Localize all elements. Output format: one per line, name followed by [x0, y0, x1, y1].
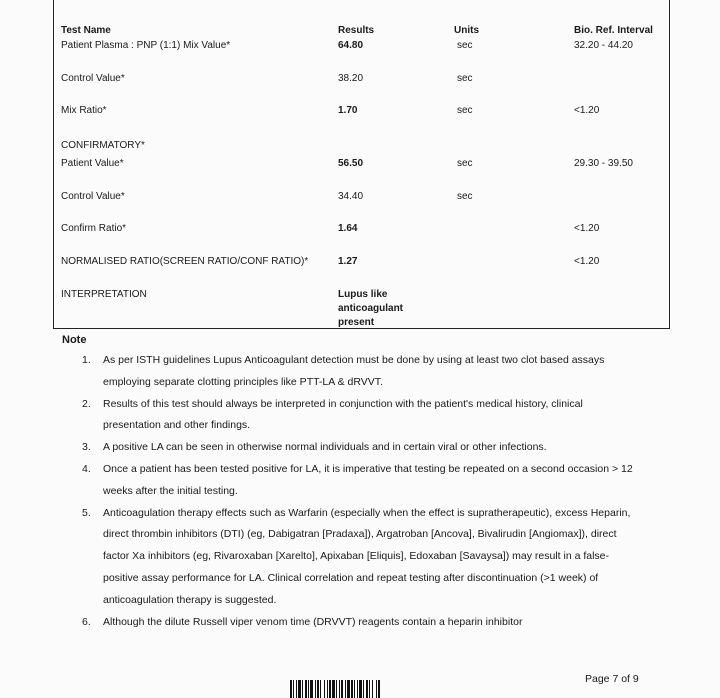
notes-list	[82, 350, 642, 633]
note-text: Although the dilute Russell viper venom time (DRVVT) reagents contain a heparin inhibitor	[103, 615, 523, 628]
row-test-name: Control Value*	[61, 73, 125, 84]
note-text: As per ISTH guidelines Lupus Anticoagulant detection must be done by using at least two clot based assays employing separate clotting principles like PTT-LA & dRVVT.	[103, 354, 605, 388]
section-confirmatory: CONFIRMATORY*	[61, 140, 145, 151]
header-units: Units	[454, 25, 479, 36]
row-test-name: Control Value*	[61, 191, 125, 202]
table-left-border	[53, 0, 54, 329]
note-number: 1.	[82, 354, 91, 366]
row-unit: sec	[457, 191, 473, 202]
row-unit: sec	[457, 73, 473, 84]
list-item	[82, 459, 642, 503]
note-number: 3.	[82, 441, 91, 454]
row-result: 1.70	[338, 105, 358, 116]
row-unit: sec	[457, 40, 473, 51]
page-number: Page 7 of 9	[585, 673, 639, 685]
note-text: A positive LA can be seen in otherwise normal individuals and in certain viral or other infections.	[103, 441, 547, 454]
list-item	[82, 394, 642, 438]
row-test-name: NORMALISED RATIO(SCREEN RATIO/CONF RATIO)*	[61, 256, 309, 267]
row-unit: sec	[457, 105, 473, 116]
note-title: Note	[62, 334, 87, 346]
note-number: 4.	[82, 462, 91, 475]
row-ref: <1.20	[574, 105, 600, 116]
row-result: 38.20	[338, 73, 364, 84]
row-ref: <1.20	[574, 223, 600, 234]
row-ref: <1.20	[574, 256, 600, 267]
row-ref: 32.20 - 44.20	[574, 40, 633, 51]
header-ref-interval: Bio. Ref. Interval	[574, 25, 653, 36]
row-result: 34.40	[338, 191, 364, 202]
note-text: Anticoagulation therapy effects such as Warfarin (especially when the effect is supratherapeutic), excess Heparin, direct thrombin inhibitors (DTI) (eg, Dabigatran [Pradaxa]), Argatroban [Ancova], Bivalirudin [Angiomax]), direct factor Xa inhibitors (eg, Rivaroxaban [Xarelto], Apixaban [Eliquis], Edoxaban [Savaysa]) may result in a false-positive assay performance for LA. Clinical correlation and repeat testing after discontinuation (>1 week) of anticoagulation therapy is suggested.	[103, 506, 631, 606]
row-result: 1.27	[338, 256, 358, 267]
row-result: 1.64	[338, 223, 358, 234]
note-text: Once a patient has been tested positive for LA, it is imperative that testing be repeated on a second occasion > 12 weeks after the initial testing.	[103, 462, 633, 497]
note-number: 6.	[82, 615, 91, 628]
note-number: 2.	[82, 397, 91, 410]
row-test-name: Patient Value*	[61, 158, 124, 169]
header-results: Results	[338, 25, 375, 36]
list-item	[82, 503, 642, 612]
row-result: 64.80	[338, 40, 364, 51]
interpretation-result: Lupus like anticoagulant present	[338, 289, 404, 328]
list-item	[82, 437, 642, 459]
row-unit: sec	[457, 158, 473, 169]
row-ref: 29.30 - 39.50	[574, 158, 633, 169]
row-test-name: Confirm Ratio*	[61, 223, 127, 234]
row-test-name: INTERPRETATION	[61, 289, 147, 300]
note-text: Results of this test should always be interpreted in conjunction with the patient's medical history, clinical presentation and other findings.	[103, 397, 583, 432]
note-number: 5.	[82, 506, 91, 519]
row-test-name: Mix Ratio*	[61, 105, 107, 116]
table-right-border	[669, 0, 670, 329]
list-item	[82, 612, 642, 634]
row-test-name: Patient Plasma : PNP (1:1) Mix Value*	[61, 40, 231, 51]
list-item	[82, 350, 642, 394]
header-test-name: Test Name	[61, 25, 111, 36]
row-result: 56.50	[338, 158, 364, 169]
barcode-icon	[290, 680, 440, 698]
